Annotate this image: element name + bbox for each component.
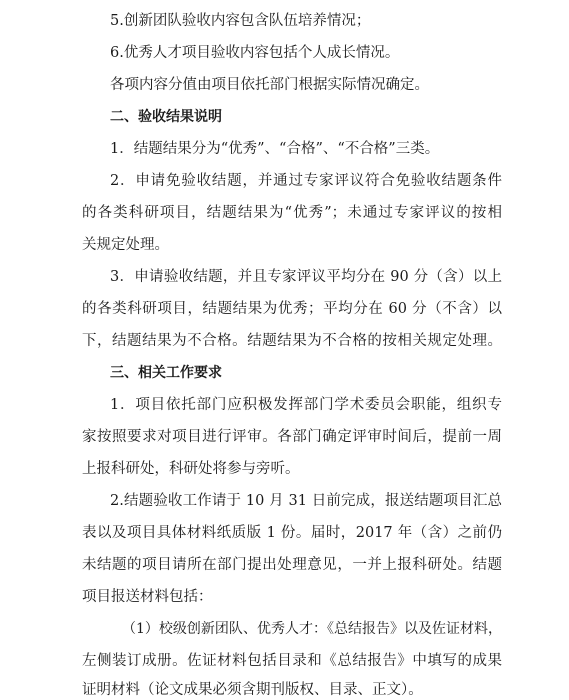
paragraph-line: 的各类科研项目，结题结果为优秀；平均分在 60 分（不含）以 [82, 301, 502, 317]
paragraph-line: 表以及项目具体材料纸质版 1 份。届时，2017 年（含）之前仍 [82, 525, 502, 541]
paragraph-line: 下，结题结果为不合格。结题结果为不合格的按相关规定处理。 [82, 333, 502, 349]
paragraph-line: 1．项目依托部门应积极发挥部门学术委员会职能，组织专 [110, 397, 502, 413]
paragraph-line: 5.创新团队验收内容包含队伍培养情况； [110, 13, 371, 29]
paragraph-line: 2.结题验收工作请于 10 月 31 日前完成，报送结题项目汇总 [110, 493, 502, 509]
paragraph-line: 未结题的项目请所在部门提出处理意见，一并上报科研处。结题 [82, 557, 502, 573]
paragraph-line: 项目报送材料包括： [82, 589, 213, 605]
paragraph-line: 证明材料（论文成果必须含期刊版权、目录、正文）。 [82, 682, 423, 698]
paragraph-line: 3．申请验收结题，并且专家评议平均分在 90 分（含）以上 [110, 269, 502, 285]
section-heading: 三、相关工作要求 [110, 365, 222, 381]
paragraph-line: 1．结题结果分为“优秀”、“合格”、“不合格”三类。 [110, 141, 440, 157]
section-heading: 二、验收结果说明 [110, 109, 222, 125]
paragraph-line: 6.优秀人才项目验收内容包括个人成长情况。 [110, 45, 400, 61]
paragraph-line: 关规定处理。 [82, 237, 169, 253]
paragraph-line: 2．申请免验收结题，并通过专家评议符合免验收结题条件 [110, 173, 502, 189]
paragraph-line: 的各类科研项目，结题结果为“优秀”；未通过专家评议的按相 [82, 205, 502, 221]
paragraph-line: （1）校级创新团队、优秀人才：《总结报告》以及佐证材料， [122, 621, 502, 637]
paragraph-line: 左侧装订成册。佐证材料包括目录和《总结报告》中填写的成果 [82, 653, 502, 669]
paragraph-line: 家按照要求对项目进行评审。各部门确定评审时间后，提前一周 [82, 429, 502, 445]
paragraph-line: 各项内容分值由项目依托部门根据实际情况确定。 [110, 77, 429, 93]
paragraph-line: 上报科研处，科研处将参与旁听。 [82, 461, 300, 477]
